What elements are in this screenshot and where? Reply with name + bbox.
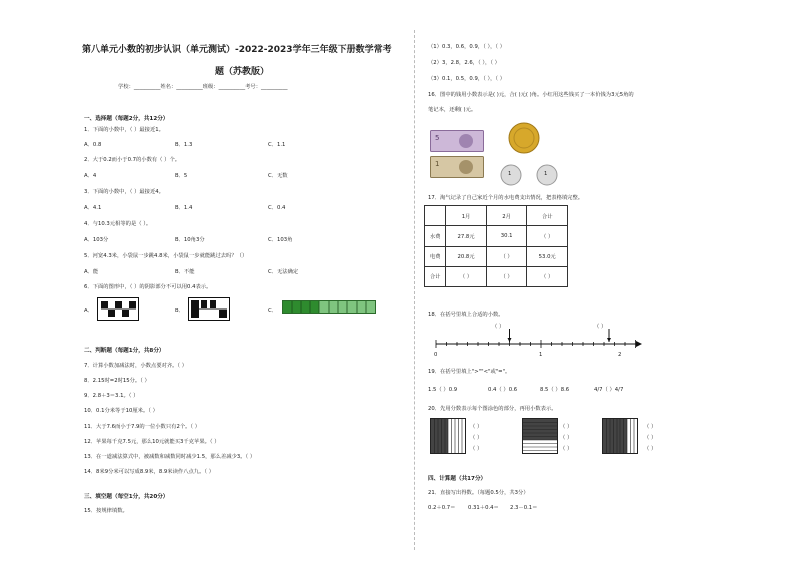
calc-item: 0.2＋0.7＝ (428, 505, 456, 511)
table-cell: （ ） (486, 266, 527, 286)
utility-bill-table (424, 205, 568, 287)
compare-item-1: 1.5（ ）0.9 (428, 387, 458, 393)
question-19: 19．在括号里填上">""<"或"="。 (428, 369, 511, 375)
q3-option-c: C．0.4 (268, 205, 286, 211)
question-13: 13．在一道减法算式中，被减数和减数同时减少1.5，那么差减少3。（ ） (84, 454, 256, 460)
q1-option-b: B．1.3 (175, 142, 193, 148)
fraction-blank: （ ） (560, 424, 573, 430)
compare-item-3: 8.5（ ）8.6 (540, 387, 570, 393)
table-row (425, 206, 568, 226)
question-6: 6．下面的图形中，（ ）的阴影部分不可以用0.4表示。 (84, 284, 212, 290)
question-18: 18．在括号里填上合适的小数。 (428, 312, 504, 318)
question-3: 3．下面的小数中，（ ）最接近4。 (84, 189, 164, 195)
fraction-blank: （ ） (470, 435, 483, 441)
question-9: 9．2.8＋3＝3.1。（ ） (84, 393, 139, 399)
table-cell: 电费 (425, 246, 446, 266)
page-title-line2: 题（苏教版） (215, 67, 270, 77)
question-16-line2: 笔记本，还剩( )元。 (428, 107, 477, 113)
svg-text:5: 5 (435, 134, 440, 142)
fraction-blank: （ ） (470, 424, 483, 430)
question-8: 8．2.15时=2时15分。（ ） (84, 378, 150, 384)
fraction-figure-3 (602, 418, 638, 454)
q5-option-b: B．不能 (175, 269, 195, 275)
page-title-line1: 第八单元小数的初步认识（单元测试）-2022-2023学年三年级下册数学常考 (82, 45, 392, 55)
q6-figure-a (97, 297, 139, 321)
banknote-5-yuan-icon (430, 130, 484, 152)
q4-option-b: B．10角3分 (175, 237, 205, 243)
silver-coin-label: 1 (508, 171, 512, 177)
calc-item: 0.31＋0.4＝ (468, 505, 499, 511)
table-cell: 1月 (446, 206, 487, 226)
table-row (425, 246, 568, 266)
q6-option-c: C． (268, 308, 277, 314)
question-12: 12．苹果每千克7.5元，那么10元就能买3千克苹果。（ ） (84, 439, 220, 445)
q6-figure-b (188, 297, 230, 321)
gold-coin-icon (508, 122, 540, 154)
table-cell: （ ） (527, 226, 568, 246)
question-16-line1: 16．图中的钱用小数表示是( )元，合( )元( )角。小红用这些钱买了一本价钱为3元5角的 (428, 92, 634, 98)
table-cell (425, 206, 446, 226)
question-20: 20．先用分数表示每个图涂色的部分，再用小数表示。 (428, 406, 557, 412)
question-1: 1．下面的小数中，（ ）最接近1。 (84, 127, 164, 133)
sequence-2: （2）3，2.8，2.6，（ ），（ ） (428, 60, 500, 66)
svg-text:1: 1 (435, 160, 440, 168)
table-cell: 53.0元 (527, 246, 568, 266)
section-choice-heading: 一、选择题（每题2分，共12分） (84, 116, 169, 122)
question-4: 4．与10.3元相等的是（ ）。 (84, 221, 152, 227)
table-cell: （ ） (527, 266, 568, 286)
question-21: 21．直接写出得数。（每题0.5分，共3分） (428, 490, 529, 496)
table-cell: 2月 (486, 206, 527, 226)
number-line (428, 328, 644, 354)
q6-option-a: A． (84, 308, 93, 314)
calc-item: 2.3－0.1＝ (510, 505, 538, 511)
fraction-blank: （ ） (644, 424, 657, 430)
silver-coin-label: 1 (544, 171, 548, 177)
q2-option-c: C．无数 (268, 173, 288, 179)
section-judge-heading: 二、判断题（每题1分，共8分） (84, 348, 165, 354)
number-line-label-2: 2 (618, 352, 622, 358)
sequence-1: （1）0.3，0.6，0.9，（ ），（ ） (428, 44, 506, 50)
table-row (425, 226, 568, 246)
question-15: 15．按规律填数。 (84, 508, 128, 514)
q5-option-c: C．无法确定 (268, 269, 299, 275)
student-info-line: 学校：__________姓名：__________班级：__________考号：__________ (118, 84, 288, 90)
question-7: 7．计算小数加减法时，小数点要对齐。（ ） (84, 363, 188, 369)
q4-option-c: C．103角 (268, 237, 293, 243)
q3-option-b: B．1.4 (175, 205, 193, 211)
fraction-blank: （ ） (560, 446, 573, 452)
q2-option-b: B．5 (175, 173, 188, 179)
q1-option-c: C．1.1 (268, 142, 286, 148)
question-14: 14．8米9分米可以写成8.9米，8.9米读作八点九。（ ） (84, 469, 215, 475)
question-10: 10．0.1分米等于10厘米。（ ） (84, 408, 158, 414)
table-cell: （ ） (446, 266, 487, 286)
fraction-figure-1 (430, 418, 466, 454)
section-calc-heading: 四、计算题（共17分） (428, 476, 487, 482)
fraction-figure-2 (522, 418, 558, 454)
q6-figure-c (282, 300, 376, 314)
sequence-3: （3）0.1，0.5，0.9，（ ），（ ） (428, 76, 506, 82)
table-cell: 20.8元 (446, 246, 487, 266)
question-2: 2．大于0.2而小于0.7的小数有（ ）个。 (84, 157, 181, 163)
number-line-label-1: 1 (539, 352, 543, 358)
table-cell: 合计 (527, 206, 568, 226)
number-line-label-0: 0 (434, 352, 438, 358)
number-line-blank: （ ） (492, 324, 505, 330)
column-divider (414, 30, 415, 550)
table-row (425, 266, 568, 286)
q2-option-a: A．4 (84, 173, 97, 179)
number-line-blank: （ ） (594, 324, 607, 330)
fraction-blank: （ ） (470, 446, 483, 452)
fraction-blank: （ ） (560, 435, 573, 441)
banknote-1-yuan-icon (430, 156, 484, 178)
section-fill-heading: 三、填空题（每空1分，共20分） (84, 494, 169, 500)
compare-item-2: 0.4（ ）0.6 (488, 387, 518, 393)
fraction-blank: （ ） (644, 446, 657, 452)
table-cell: 27.8元 (446, 226, 487, 246)
compare-item-4: 4/7（ ）4/7 (594, 387, 624, 393)
question-11: 11．大于7.6而小于7.9的一位小数只有2个。（ ） (84, 424, 201, 430)
fraction-blank: （ ） (644, 435, 657, 441)
q3-option-a: A．4.1 (84, 205, 102, 211)
question-17: 17．淘气记录了自己家近个月的水电费支出情况，把表格填完整。 (428, 195, 584, 201)
question-5: 5．河宽4.3米，小袋鼠一步跳4.8米，小袋鼠一步就能跳过去吗？（） (84, 253, 248, 259)
q4-option-a: A．103分 (84, 237, 109, 243)
q1-option-a: A．0.8 (84, 142, 102, 148)
table-cell: 30.1 (486, 226, 527, 246)
q5-option-a: A．能 (84, 269, 99, 275)
table-cell: （ ） (486, 246, 527, 266)
table-cell: 水费 (425, 226, 446, 246)
table-cell: 合计 (425, 266, 446, 286)
q6-option-b: B． (175, 308, 184, 314)
